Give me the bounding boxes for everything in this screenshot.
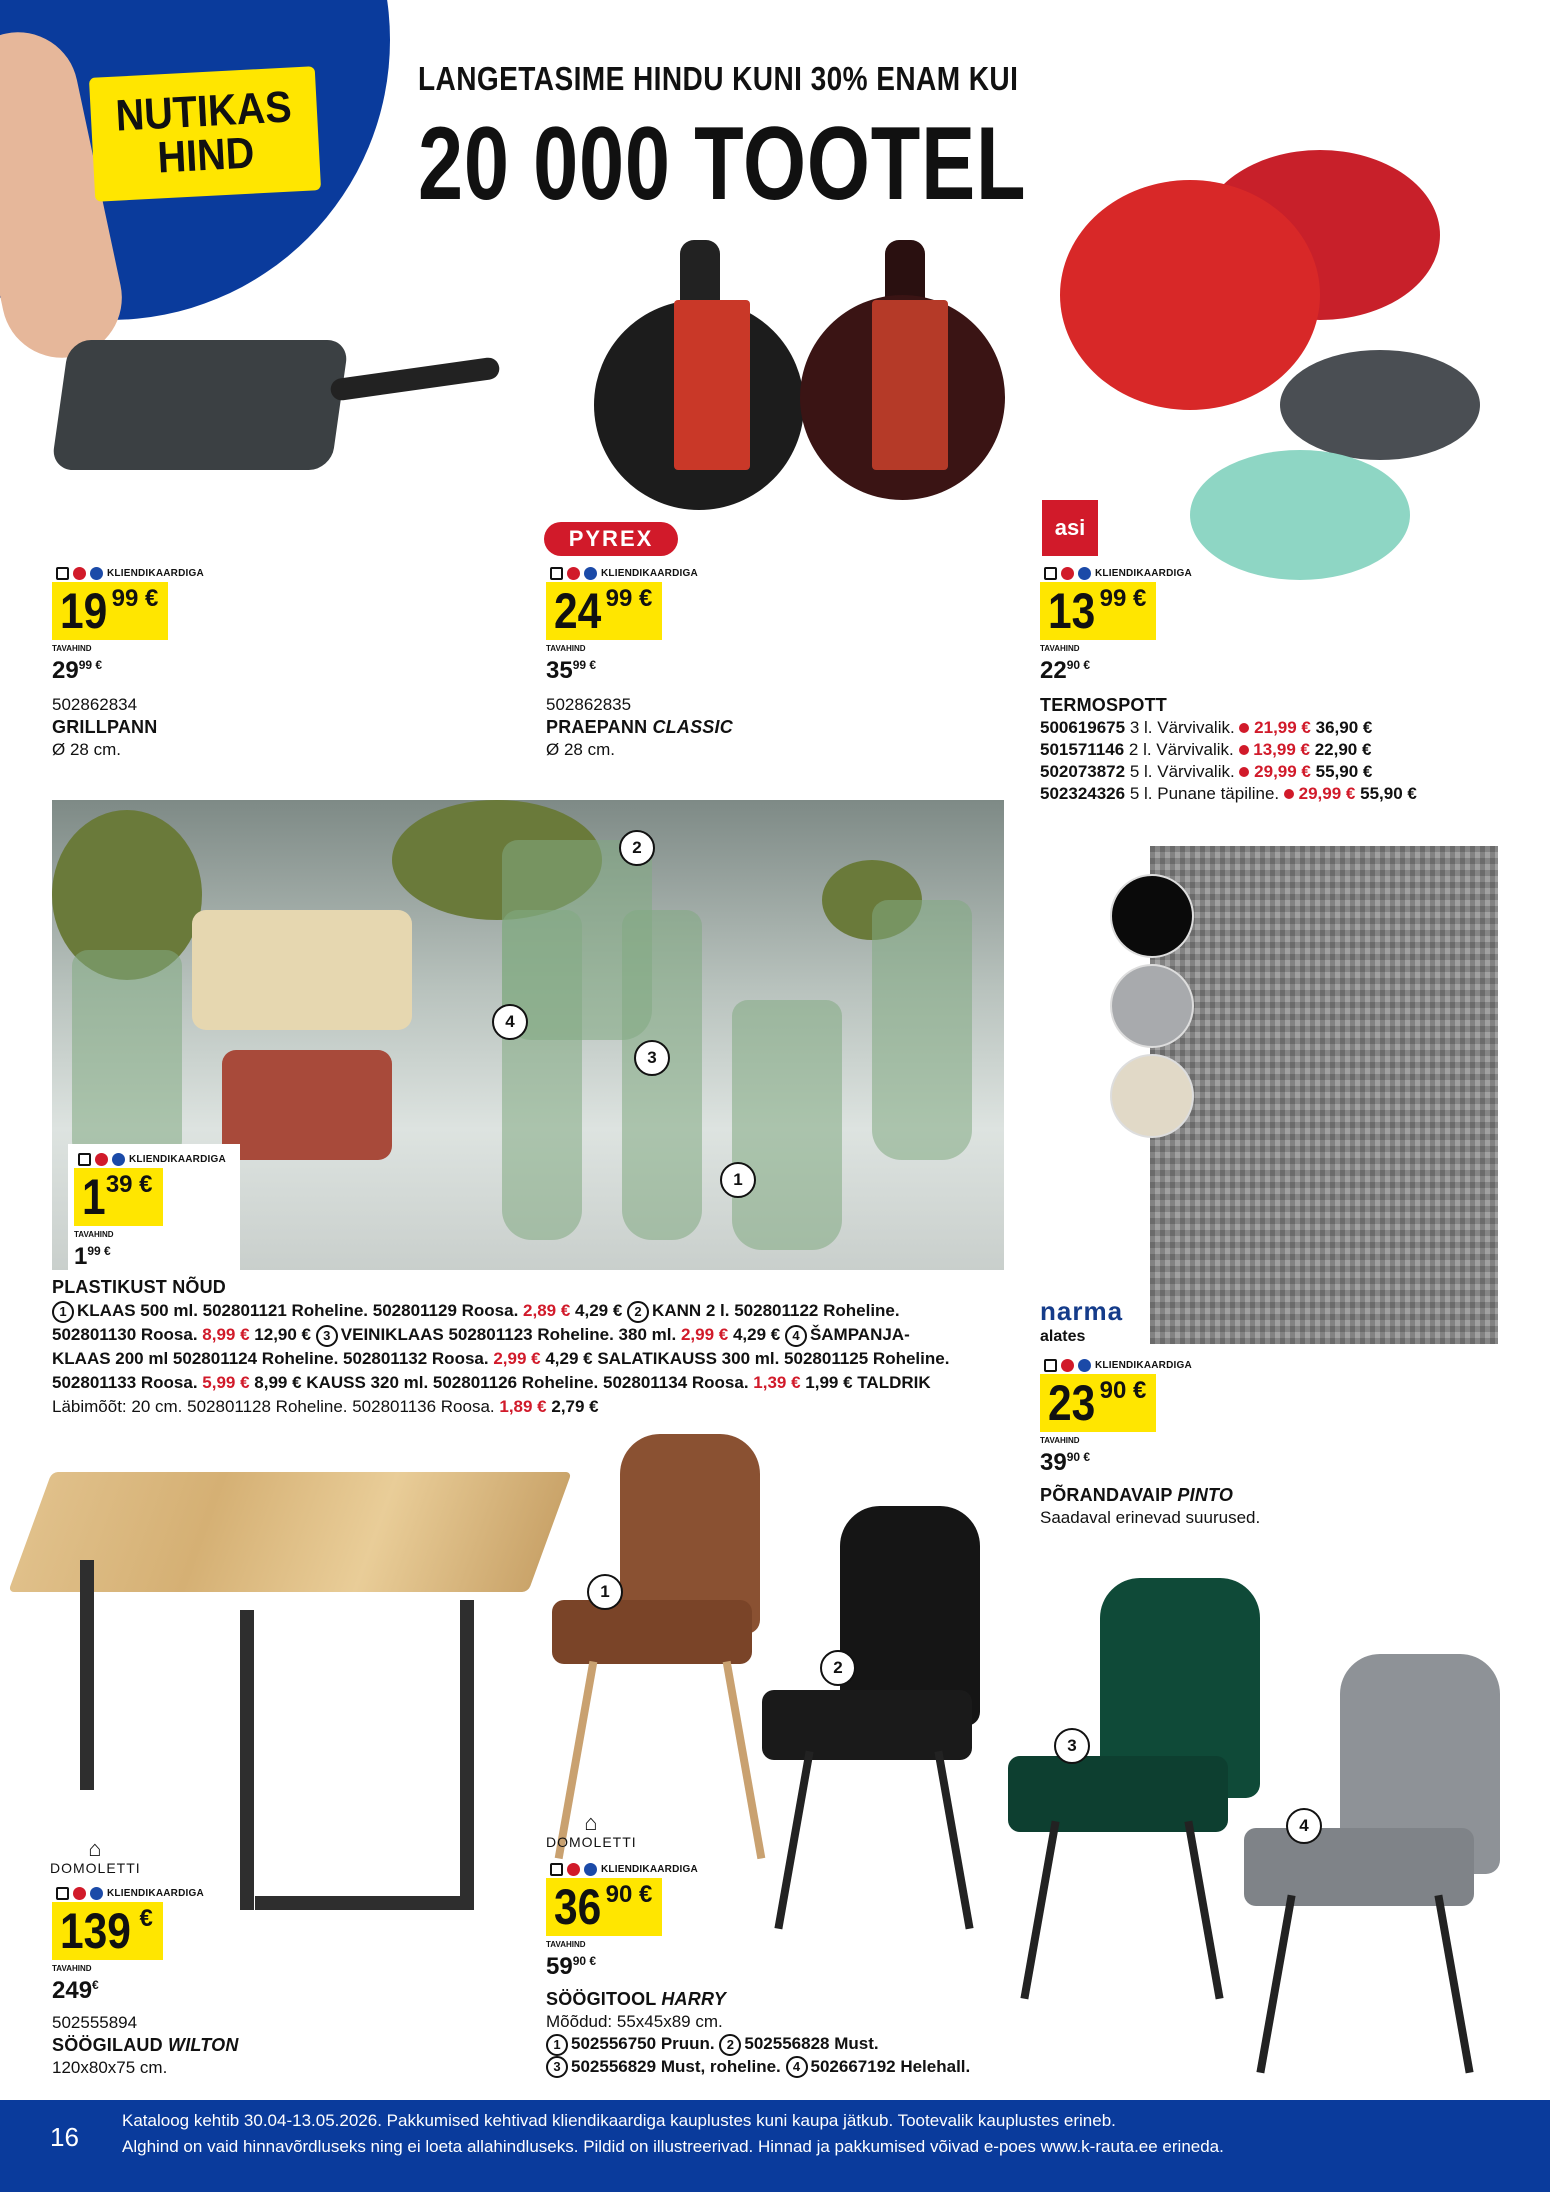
- regular-price: [52, 653, 208, 683]
- price-dec: 99 €: [605, 585, 653, 612]
- circled-number: 2: [719, 2034, 741, 2056]
- sale-price-text: 1,89 €: [499, 1397, 547, 1416]
- price-int: 19: [60, 583, 108, 639]
- price-int: 139: [60, 1903, 131, 1959]
- chair-leg: [1256, 1895, 1295, 2074]
- sale-price-text: 2,89 €: [523, 1301, 571, 1320]
- thermopot-grey-image: [1280, 350, 1480, 460]
- variant-reg: 22,90 €: [1314, 740, 1372, 759]
- table-leg: [240, 1610, 254, 1910]
- marker-4: 4: [492, 1004, 528, 1040]
- vein-text: VEINIKLAAS 502801123 Roheline. 380 ml.: [340, 1325, 677, 1344]
- chair-black-seat: [762, 1690, 972, 1760]
- reg-int: 39: [1040, 1449, 1067, 1476]
- variant-line: [546, 2033, 1026, 2056]
- sale-price: [52, 582, 168, 640]
- loyalty-label: KLIENDIKAARDIGA: [107, 1887, 204, 1899]
- circled-number: 4: [785, 1325, 807, 1347]
- marker-1: 1: [587, 1574, 623, 1610]
- reg-dec: 90 €: [1066, 1450, 1091, 1464]
- sale-price: [52, 1902, 163, 1960]
- card-icon: [56, 1887, 69, 1900]
- chair-leg: [723, 1661, 766, 1859]
- no-icon: [1284, 789, 1294, 799]
- card-icon: [550, 1863, 563, 1876]
- narma-logo: narma: [1040, 1296, 1124, 1326]
- regular-price: [546, 653, 702, 683]
- reg-int: 35: [546, 657, 573, 684]
- headline-big: 20 000 TOOTEL: [418, 106, 1027, 222]
- reg-dec: 90 €: [1066, 658, 1091, 672]
- variant-3: 502556829 Must, roheline.: [571, 2056, 781, 2076]
- sale-price: [1040, 1374, 1156, 1432]
- loyalty-row: [74, 1150, 234, 1168]
- card-icon: [1044, 1359, 1057, 1372]
- sale-price-text: 1,39 €: [753, 1373, 801, 1392]
- card-icon: [550, 567, 563, 580]
- info-vaip: [1040, 1484, 1260, 1529]
- regular-label: TAVAHIND: [1040, 644, 1080, 653]
- reg-int: 249: [52, 1977, 93, 2004]
- card-icon: [78, 1153, 91, 1166]
- domoletti-icon: ⌂: [88, 1836, 103, 1861]
- info-termospott: [1040, 694, 1520, 805]
- name-main: PRAEPANN: [546, 717, 648, 737]
- noud-line: [52, 1299, 1012, 1323]
- noud-line: [52, 1371, 1012, 1395]
- domoletti-logo-chair: [546, 1812, 637, 1850]
- loyalty-label: KLIENDIKAARDIGA: [107, 567, 204, 579]
- product-desc: Mõõdud: 55x45x89 cm.: [546, 2012, 723, 2031]
- salat-roosa: 502801133 Roosa.: [52, 1373, 198, 1392]
- loyalty-row: [1040, 1356, 1196, 1374]
- variant-sale: 21,99 €: [1254, 718, 1311, 737]
- no-icon: [95, 1153, 108, 1166]
- sale-price: [1040, 582, 1156, 640]
- chair-leg: [774, 1751, 813, 1930]
- price-int: 1: [82, 1169, 106, 1225]
- regular-label: TAVAHIND: [1040, 1436, 1080, 1445]
- variant-row: [1040, 761, 1520, 783]
- noud-line: [52, 1395, 1012, 1419]
- footer-line1: Kataloog kehtib 30.04-13.05.2026. Pakkumised kehtivad kliendikaardiga kauplustes kuni kaupa jätkub. Tootevalik kauplustes erineb.: [122, 2111, 1116, 2130]
- circled-number: 1: [546, 2034, 568, 2056]
- marker-3: 3: [1054, 1728, 1090, 1764]
- info-laud: [52, 2012, 239, 2079]
- footer-text: [122, 2108, 1224, 2160]
- circled-number: 2: [627, 1301, 649, 1323]
- loyalty-row: [546, 564, 702, 582]
- reg-int: 59: [546, 1953, 573, 1980]
- variant-row: [1040, 717, 1520, 739]
- price-dec: 90 €: [605, 1881, 653, 1908]
- loyalty-label: KLIENDIKAARDIGA: [1095, 567, 1192, 579]
- variant-line: [546, 2056, 1026, 2079]
- price-noud: [68, 1144, 240, 1273]
- variant-text: 3 l. Värvivalik.: [1129, 718, 1235, 737]
- marker-1: 1: [720, 1162, 756, 1198]
- variant-4: 502667192 Helehall.: [810, 2056, 971, 2076]
- chair-leg: [1434, 1895, 1473, 2074]
- marker-2: 2: [820, 1650, 856, 1686]
- variant-sale: 29,99 €: [1254, 762, 1311, 781]
- variant-sku: 500619675: [1040, 718, 1126, 737]
- regular-label: TAVAHIND: [74, 1230, 114, 1239]
- smart-price-badge: [89, 66, 321, 202]
- p-icon: [1078, 567, 1091, 580]
- variant-2: 502556828 Must.: [744, 2034, 879, 2053]
- chair-leg: [1184, 1821, 1223, 2000]
- cupcakes-image: [222, 1050, 392, 1160]
- name-italic: CLASSIC: [652, 717, 733, 737]
- reg-dec: €: [92, 1978, 99, 1992]
- variant-sale: 13,99 €: [1253, 740, 1310, 759]
- name-italic: HARRY: [661, 1989, 727, 2009]
- no-icon: [1239, 723, 1249, 733]
- klaas-text: KLAAS 500 ml. 502801121 Roheline. 502801129 Roosa.: [77, 1301, 519, 1320]
- taldrik-text: TALDRIK: [857, 1373, 931, 1392]
- product-desc: Saadaval erinevad suurused.: [1040, 1508, 1261, 1527]
- sale-price: [74, 1168, 163, 1226]
- info-grillpan: [52, 694, 157, 761]
- no-icon: [567, 1863, 580, 1876]
- salat-text: SALATIKAUSS 300 ml. 502801125 Roheline.: [597, 1349, 950, 1368]
- sale-price: [546, 582, 662, 640]
- reg-dec: 99 €: [78, 658, 103, 672]
- product-name: PLASTIKUST NÕUD: [52, 1277, 226, 1297]
- no-icon: [1061, 1359, 1074, 1372]
- regular-label: TAVAHIND: [546, 644, 586, 653]
- brand-name: DOMOLETTI: [546, 1834, 637, 1850]
- no-icon: [73, 1887, 86, 1900]
- reg-price-text: 4,29 €: [732, 1325, 781, 1344]
- circled-number: 3: [546, 2056, 568, 2078]
- p-icon: [90, 1887, 103, 1900]
- color-swatch-black: [1110, 874, 1194, 958]
- domoletti-icon: ⌂: [584, 1810, 599, 1835]
- circled-number: 1: [52, 1301, 74, 1323]
- no-icon: [1239, 767, 1249, 777]
- price-int: 13: [1048, 583, 1096, 639]
- reg-dec: 90 €: [572, 1954, 597, 1968]
- kann-text: KANN 2 l. 502801122 Roheline.: [652, 1301, 900, 1320]
- reg-dec: 99 €: [87, 1244, 111, 1258]
- product-name: GRILLPANN: [52, 717, 158, 737]
- pan-packaging-label: [674, 300, 750, 470]
- marker-2: 2: [619, 830, 655, 866]
- chair-leg: [1020, 1821, 1059, 2000]
- product-desc: 120x80x75 cm.: [52, 2058, 168, 2077]
- variant-row: [1040, 783, 1520, 805]
- price-int: 24: [554, 583, 602, 639]
- reg-price-text: 2,79 €: [551, 1397, 599, 1416]
- product-name: [52, 2034, 239, 2057]
- name-main: SÖÖGITOOL: [546, 1989, 657, 2009]
- regular-price: [52, 1973, 208, 2003]
- regular-price: [546, 1949, 702, 1979]
- champagne-glass-image: [622, 910, 702, 1240]
- table-leg: [255, 1896, 470, 1910]
- cake-dome-image: [192, 910, 412, 1030]
- grill-pan-handle: [329, 356, 500, 401]
- variant-row: [1040, 739, 1520, 761]
- p-icon: [584, 1863, 597, 1876]
- p-icon: [584, 567, 597, 580]
- reg-price-text: 4,29 €: [545, 1349, 593, 1368]
- price-termospott: [1040, 564, 1196, 683]
- loyalty-label: KLIENDIKAARDIGA: [601, 1863, 698, 1875]
- chair-green-seat: [1008, 1756, 1228, 1832]
- regular-price: [1040, 653, 1196, 683]
- reg-int: 1: [74, 1243, 88, 1270]
- rug-texture: [1150, 846, 1498, 1344]
- loyalty-label: KLIENDIKAARDIGA: [1095, 1359, 1192, 1371]
- product-desc: Ø 28 cm.: [546, 740, 615, 759]
- chair-brown-seat: [552, 1600, 752, 1664]
- sale-price-text: 5,99 €: [202, 1373, 250, 1392]
- thermopot-red-lid: [1060, 180, 1320, 410]
- reg-dec: 99 €: [572, 658, 597, 672]
- variant-sku: 502073872: [1040, 762, 1126, 781]
- price-dec: 39 €: [105, 1171, 153, 1198]
- name-italic: WILTON: [168, 2035, 239, 2055]
- loyalty-row: [1040, 564, 1196, 582]
- regular-price: [1040, 1445, 1196, 1475]
- marker-4: 4: [1286, 1808, 1322, 1844]
- sku: 502862835: [546, 695, 632, 714]
- domoletti-logo-table: [50, 1838, 141, 1876]
- name-italic: PINTO: [1177, 1485, 1234, 1505]
- loyalty-label: KLIENDIKAARDIGA: [601, 567, 698, 579]
- no-icon: [567, 567, 580, 580]
- reg-int: 29: [52, 657, 79, 684]
- loyalty-row: [52, 564, 208, 582]
- price-tool: [546, 1860, 702, 1979]
- sku: 502862834: [52, 695, 138, 714]
- pan-packaging-label: [872, 300, 948, 470]
- headline-small: LANGETASIME HINDU KUNI 30% ENAM KUI: [418, 60, 1019, 97]
- product-desc: Ø 28 cm.: [52, 740, 121, 759]
- product-name: [546, 1988, 1026, 2011]
- price-vaip: [1040, 1356, 1196, 1475]
- price-dec: 99 €: [111, 585, 159, 612]
- loyalty-row: [52, 1884, 208, 1902]
- product-name: [1040, 1484, 1260, 1507]
- color-swatch-beige: [1110, 1054, 1194, 1138]
- regular-price: [74, 1239, 234, 1269]
- footer-line2: Alghind on vaid hinnavõrdluseks ning ei loeta allahindluseks. Pildid on illustreerivad. Hinnad ja pakkumised võivad e-poes www.k-rauta.ee erineda.: [122, 2137, 1224, 2156]
- thermopot-mint-image: [1190, 450, 1410, 580]
- variant-text: 5 l. Värvivalik.: [1129, 762, 1235, 781]
- regular-label: TAVAHIND: [52, 644, 92, 653]
- sale-price-text: 2,99 €: [680, 1325, 729, 1344]
- table-leg: [80, 1560, 94, 1790]
- wine-glass-image: [872, 900, 972, 1160]
- variant-reg: 36,90 €: [1315, 718, 1373, 737]
- no-icon: [1061, 567, 1074, 580]
- badge-line1: NUTIKAS: [114, 82, 293, 141]
- glass-image: [72, 950, 182, 1170]
- loyalty-row: [546, 1860, 702, 1878]
- variant-sku: 502324326: [1040, 784, 1126, 803]
- color-swatch-grey: [1110, 964, 1194, 1048]
- noud-line: [52, 1323, 1012, 1347]
- regular-label: TAVAHIND: [52, 1964, 92, 1973]
- regular-label: TAVAHIND: [546, 1940, 586, 1949]
- reg-int: 22: [1040, 657, 1067, 684]
- variant-sale: 29,99 €: [1298, 784, 1356, 803]
- price-praepann: [546, 564, 702, 683]
- circled-number: 3: [316, 1325, 338, 1347]
- no-icon: [73, 567, 86, 580]
- badge-line2: HIND: [156, 128, 256, 183]
- p-icon: [90, 567, 103, 580]
- marker-3: 3: [634, 1040, 670, 1076]
- reg-price-text: 8,99 €: [254, 1373, 302, 1392]
- variant-text: 5 l. Punane täpiline.: [1129, 784, 1280, 803]
- noud-line: [52, 1347, 1012, 1371]
- no-icon: [1239, 745, 1249, 755]
- samp-text: ŠAMPANJA-: [809, 1325, 910, 1344]
- product-name: [546, 716, 733, 739]
- product-name: TERMOSPOTT: [1040, 695, 1167, 715]
- loyalty-label: KLIENDIKAARDIGA: [129, 1153, 226, 1165]
- info-praepann: [546, 694, 733, 761]
- sku: 502555894: [52, 2013, 138, 2032]
- sale-price: [546, 1878, 662, 1936]
- price-dec: 90 €: [1099, 1377, 1147, 1404]
- kann-roosa: 502801130 Roosa.: [52, 1325, 198, 1344]
- variant-text: 2 l. Värvivalik.: [1128, 740, 1234, 759]
- reg-price-text: 4,29 €: [575, 1301, 623, 1320]
- price-int: 36: [554, 1879, 602, 1935]
- p-icon: [112, 1153, 125, 1166]
- from-label: alates: [1040, 1328, 1086, 1345]
- reg-price-text: 12,90 €: [254, 1325, 312, 1344]
- price-int: 23: [1048, 1375, 1096, 1431]
- name-main: SÖÖGILAUD: [52, 2035, 163, 2055]
- circled-number: 4: [786, 2056, 808, 2078]
- sale-price-text: 8,99 €: [202, 1325, 250, 1344]
- page-number: 16: [50, 2122, 79, 2152]
- grill-pan-image: [51, 340, 349, 470]
- samp-text2: KLAAS 200 ml 502801124 Roheline. 502801132 Roosa.: [52, 1349, 489, 1368]
- p-icon: [1078, 1359, 1091, 1372]
- name-main: PÕRANDAVAIP: [1040, 1485, 1173, 1505]
- table-leg: [460, 1600, 474, 1910]
- kauss-text: KAUSS 320 ml. 502801126 Roheline. 502801134 Roosa.: [306, 1373, 749, 1392]
- brand-name: DOMOLETTI: [50, 1860, 141, 1876]
- pyrex-logo: PYREX: [544, 522, 678, 556]
- info-noud: [52, 1276, 1012, 1419]
- variant-reg: 55,90 €: [1360, 784, 1417, 803]
- wine-glass-image: [502, 910, 582, 1240]
- price-dec: €: [139, 1905, 153, 1932]
- price-grillpan: [52, 564, 208, 683]
- card-icon: [1044, 567, 1057, 580]
- price-laud: [52, 1884, 208, 2003]
- taldrik-text2: Läbimõõt: 20 cm. 502801128 Roheline. 502801136 Roosa.: [52, 1397, 495, 1416]
- info-tool: [546, 1988, 1026, 2078]
- chair-leg: [934, 1751, 973, 1930]
- asi-logo: asi: [1042, 500, 1098, 556]
- variant-reg: 55,90 €: [1315, 762, 1373, 781]
- variant-1: 502556750 Pruun.: [571, 2034, 715, 2053]
- tumbler-image: [732, 1000, 842, 1250]
- card-icon: [56, 567, 69, 580]
- sale-price-text: 2,99 €: [493, 1349, 541, 1368]
- variant-sku: 501571146: [1040, 740, 1125, 759]
- reg-price-text: 1,99 €: [805, 1373, 853, 1392]
- price-dec: 99 €: [1099, 585, 1147, 612]
